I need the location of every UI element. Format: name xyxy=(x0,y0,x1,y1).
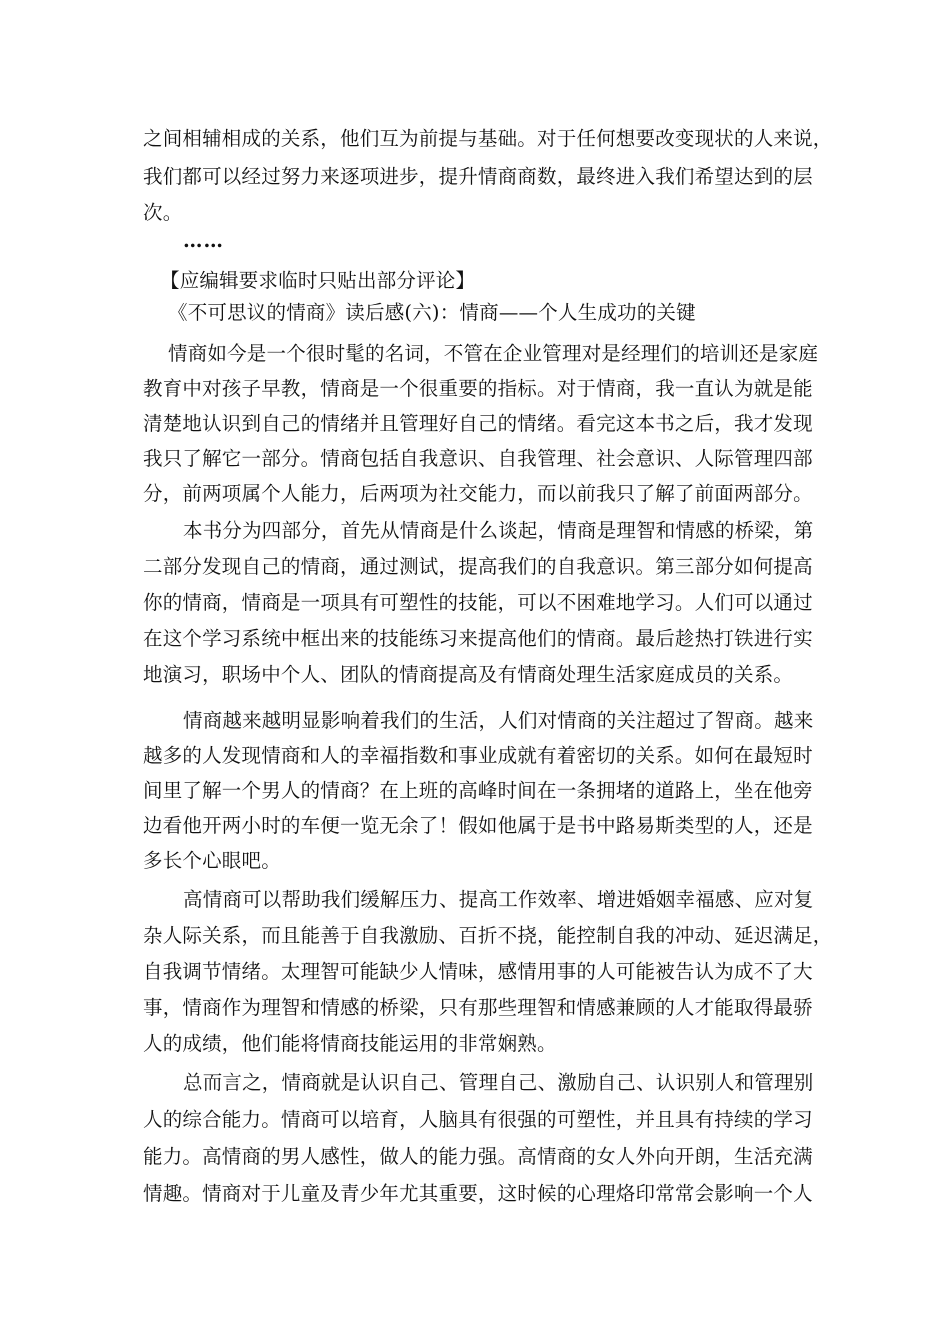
text-line-11: 分，前两项属个人能力，后两项为社交能力，而以前我只了解了前面两部分。 xyxy=(143,482,813,505)
text-line-1: 之间相辅相成的关系，他们互为前提与基础。对于任何想要改变现状的人来说， xyxy=(143,127,833,150)
text-line-28: 人的综合能力。情商可以培育，人脑具有很强的可塑性，并且具有持续的学习 xyxy=(143,1108,813,1131)
ellipsis-line: …… xyxy=(183,229,224,252)
text-line-7: 情商如今是一个很时髦的名词，不管在企业管理对是经理们的培训还是家庭 xyxy=(168,342,819,365)
text-line-22: 高情商可以帮助我们缓解压力、提高工作效率、增进婚姻幸福感、应对复 xyxy=(183,888,814,911)
text-line-15: 在这个学习系统中框出来的技能练习来提高他们的情商。最后趁热打铁进行实 xyxy=(143,627,813,650)
text-line-10: 我只了解它一部分。情商包括自我意识、自我管理、社会意识、人际管理四部 xyxy=(143,447,813,470)
text-line-21: 多长个心眼吧。 xyxy=(143,849,281,872)
text-line-29: 能力。高情商的男人感性，做人的能力强。高情商的女人外向开朗，生活充满 xyxy=(143,1145,813,1168)
text-line-20: 边看他开两小时的车便一览无余了！假如他属于是书中路易斯类型的人，还是 xyxy=(143,814,813,837)
text-line-3: 次。 xyxy=(143,201,183,224)
text-line-24: 自我调节情绪。太理智可能缺少人情味，感情用事的人可能被告认为成不了大 xyxy=(143,960,813,983)
editor-note: 【应编辑要求临时只贴出部分评论】 xyxy=(160,269,476,292)
text-line-2: 我们都可以经过努力来逐项进步，提升情商商数，最终进入我们希望达到的层 xyxy=(143,165,813,188)
text-line-16: 地演习，职场中个人、团队的情商提高及有情商处理生活家庭成员的关系。 xyxy=(143,663,794,686)
text-line-8: 教育中对孩子早教，情商是一个很重要的指标。对于情商，我一直认为就是能 xyxy=(143,377,813,400)
text-line-30: 情趣。情商对于儿童及青少年尤其重要，这时候的心理烙印常常会影响一个人 xyxy=(143,1182,813,1205)
text-line-19: 间里了解一个男人的情商？在上班的高峰时间在一条拥堵的道路上，坐在他旁 xyxy=(143,779,813,802)
section-heading: 《不可思议的情商》读后感(六)：情商——个人生成功的关键 xyxy=(168,301,696,324)
text-line-26: 人的成绩，他们能将情商技能运用的非常娴熟。 xyxy=(143,1032,557,1055)
text-line-23: 杂人际关系，而且能善于自我激励、百折不挠，能控制自我的冲动、延迟满足， xyxy=(143,924,833,947)
text-line-9: 清楚地认识到自己的情绪并且管理好自己的情绪。看完这本书之后，我才发现 xyxy=(143,412,813,435)
text-line-13: 二部分发现自己的情商，通过测试，提高我们的自我意识。第三部分如何提高 xyxy=(143,555,813,578)
text-line-14: 你的情商，情商是一项具有可塑性的技能，可以不困难地学习。人们可以通过 xyxy=(143,591,813,614)
text-line-17: 情商越来越明显影响着我们的生活，人们对情商的关注超过了智商。越来 xyxy=(183,709,814,732)
text-line-25: 事，情商作为理智和情感的桥梁，只有那些理智和情感兼顾的人才能取得最骄 xyxy=(143,996,813,1019)
text-line-12: 本书分为四部分，首先从情商是什么谈起，情商是理智和情感的桥梁，第 xyxy=(183,519,814,542)
text-line-27: 总而言之，情商就是认识自己、管理自己、激励自己、认识别人和管理别 xyxy=(183,1071,814,1094)
text-line-18: 越多的人发现情商和人的幸福指数和事业成就有着密切的关系。如何在最短时 xyxy=(143,744,813,767)
